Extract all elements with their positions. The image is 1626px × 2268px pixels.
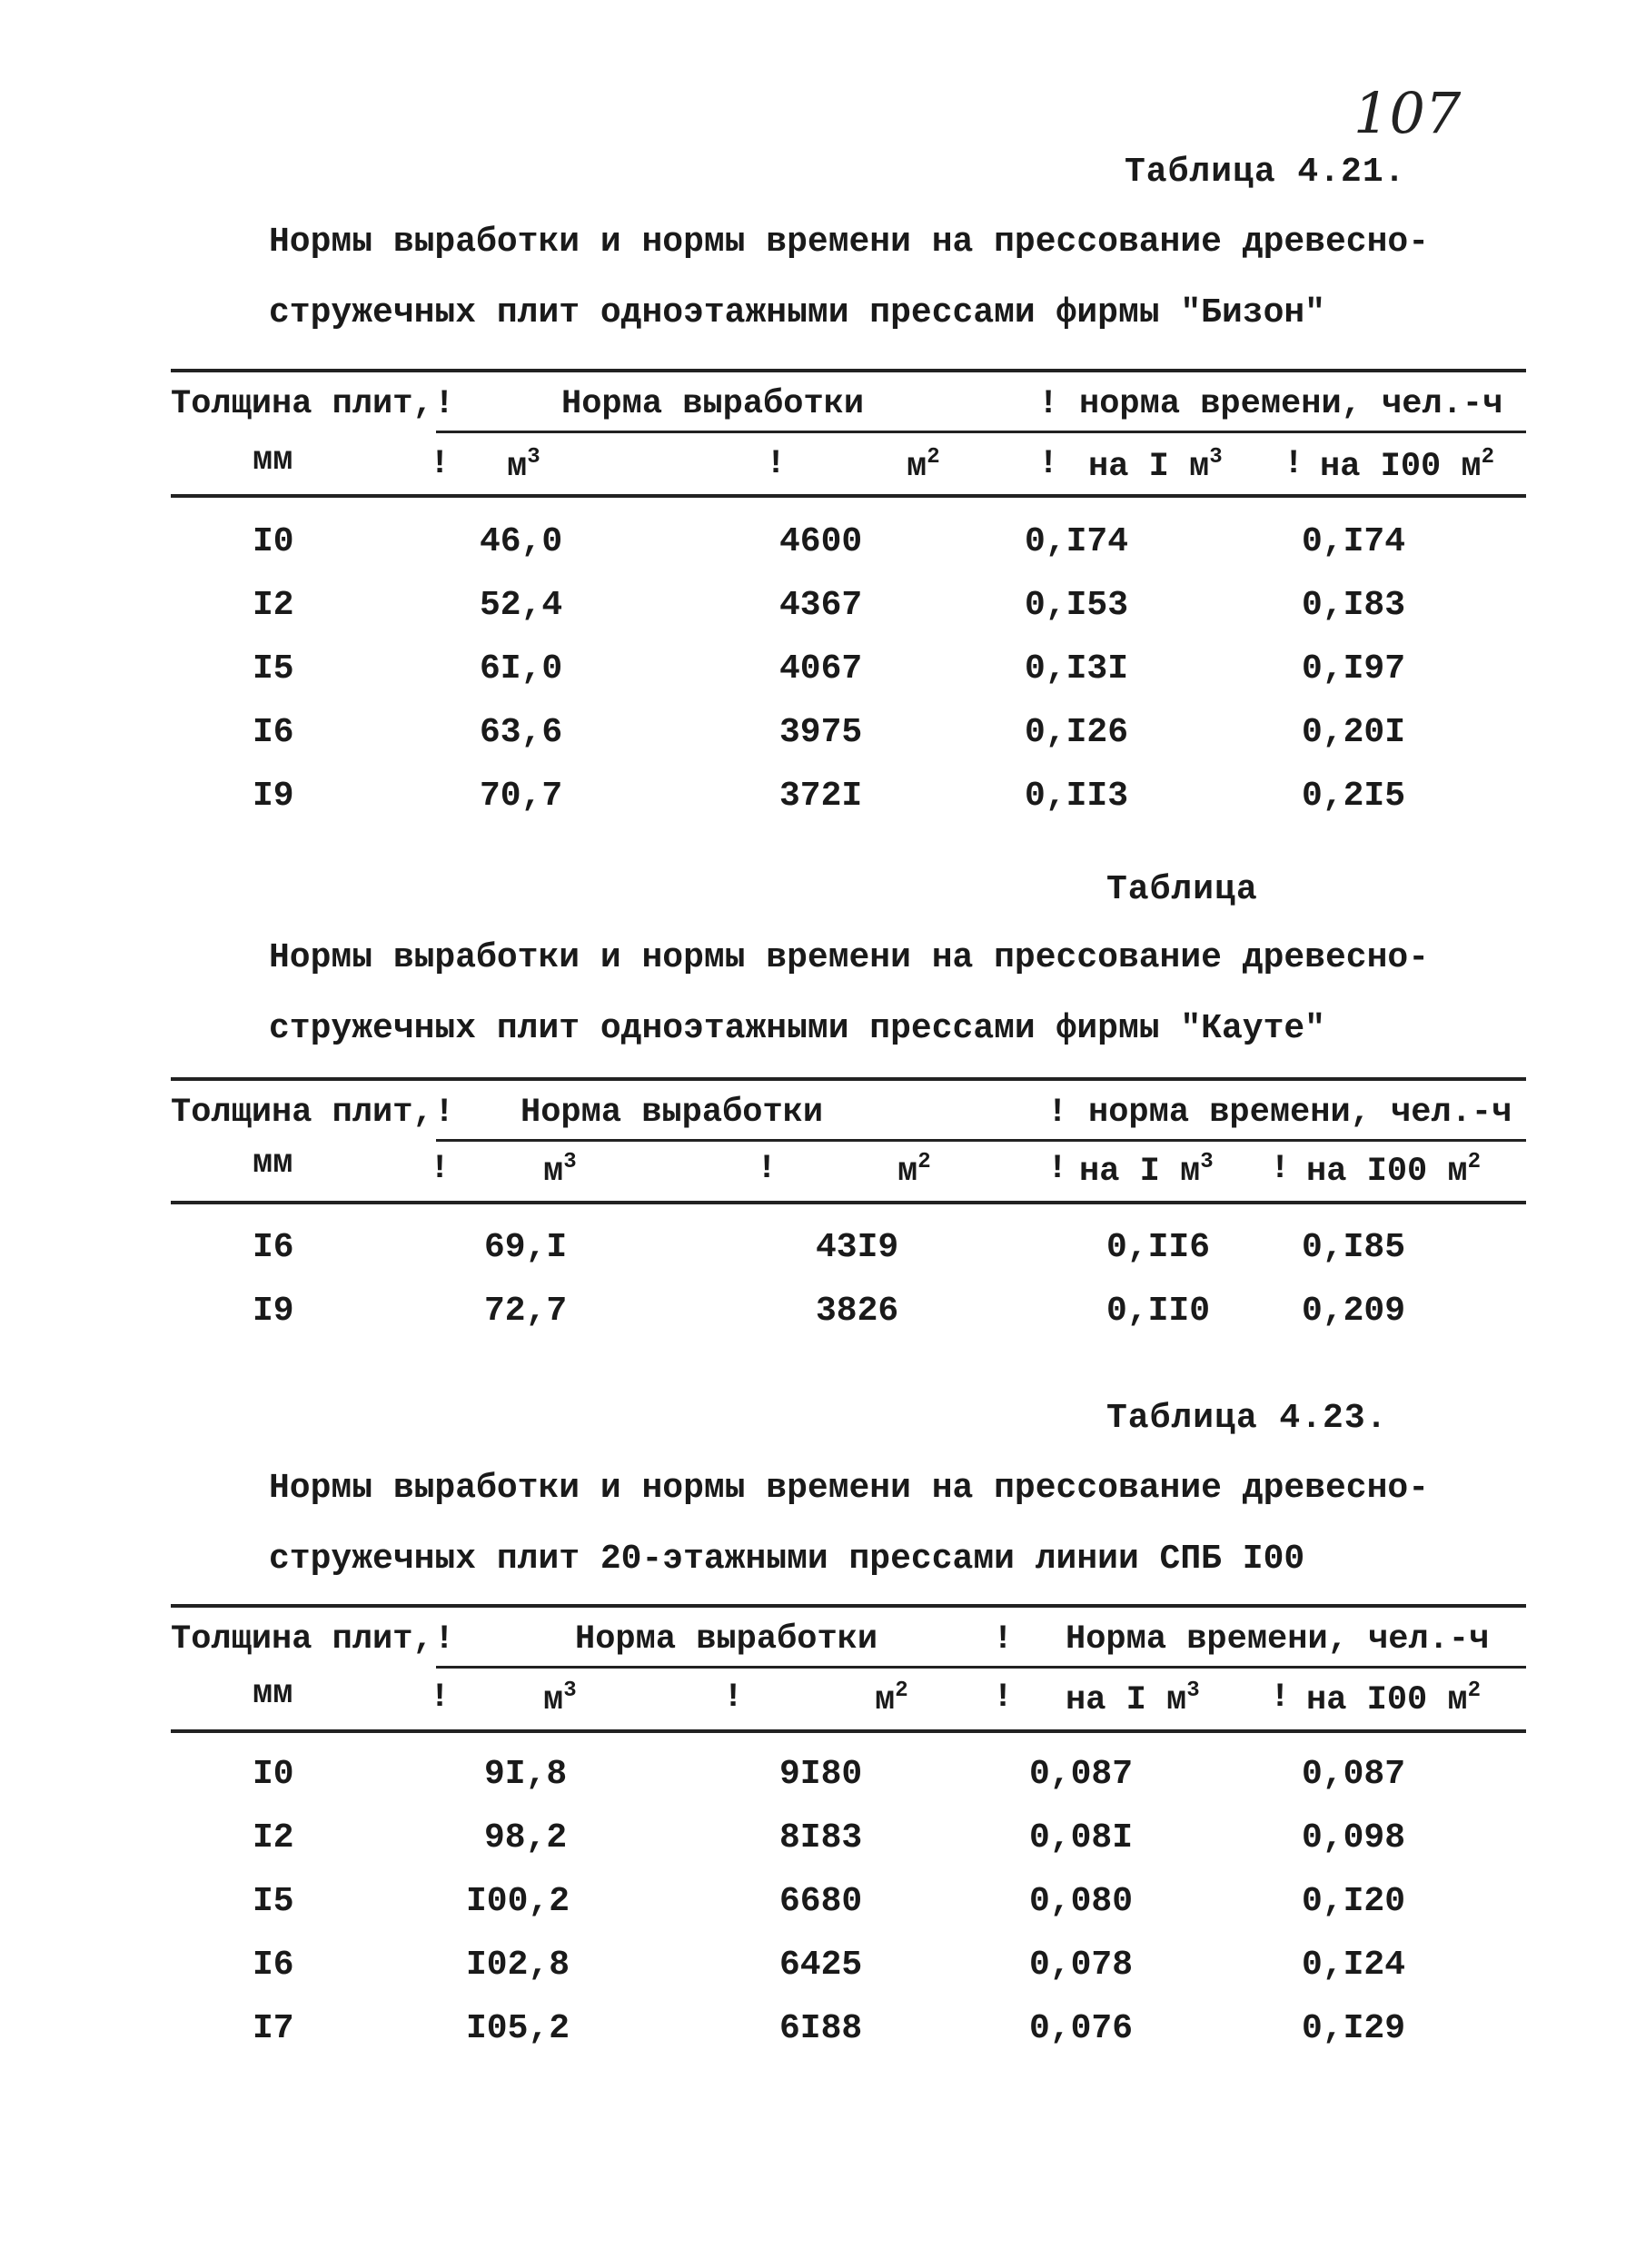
table-3-cell: 0,I24 [1302,1946,1406,1985]
table-1-group-output-header: Норма выработки [561,385,865,423]
table-2-sub-m3-header: $м^3$ [543,1150,577,1191]
table-3 [171,1599,1526,2071]
table-3-cell: 0,I20 [1302,1882,1406,1921]
table-2-cell: 3826 [816,1292,899,1331]
table-1-cell: I9 [253,777,294,816]
table-2-cell: I6 [253,1228,294,1267]
table-1-cell: 0,II3 [1025,777,1129,816]
table-3-top-rule [171,1604,1526,1608]
table-3-cell: 98,2 [484,1818,568,1857]
table-2-col-thickness-unit: мм [253,1144,293,1183]
table-1-cell: 4067 [779,649,863,688]
table-1-sep: ! [1038,445,1059,483]
table-1-cell: 0,I53 [1025,586,1129,625]
table-3-cell: 0,08I [1029,1818,1134,1857]
table-1-cell: 0,I3I [1025,649,1129,688]
table-3-cell: 0,098 [1302,1818,1406,1857]
table-1-sub-per-100m2-header: на I00 $м^2$ [1320,445,1495,486]
table-3-sep: ! [434,1620,455,1659]
table-2-sub-m2-header: $м^2$ [897,1150,931,1191]
table-3-cell: I05,2 [466,2009,570,2048]
table-3-sub-per-m3-header: на I $м^3$ [1066,1679,1200,1719]
table-1-label: Таблица 4.21. [1125,153,1406,192]
table-1-col-thickness-unit: мм [253,441,293,480]
table-2-cell: 0,209 [1302,1292,1406,1331]
table-3-cell: 0,087 [1302,1755,1406,1794]
table-3-group-time-header: Норма времени, чел.-ч [1066,1620,1490,1659]
table-1-cell: I2 [253,586,294,625]
table-2-sep: ! [434,1094,455,1132]
table-1-caption-line-1: Нормы выработки и нормы времени на прессование древесно- [269,223,1430,262]
table-1-sep: ! [766,445,787,483]
table-3-col-thickness-unit: мм [253,1675,293,1713]
table-1-cell: 4600 [779,522,863,561]
table-3-cell: 0,080 [1029,1882,1134,1921]
table-2-caption-line-2: стружечных плит одноэтажными прессами фирмы "Кауте" [269,1009,1325,1048]
table-3-cell: I2 [253,1818,294,1857]
table-2-group-output-header: Норма выработки [521,1094,824,1132]
table-1-sep: ! [1038,385,1059,423]
table-2-caption [269,923,1450,1065]
table-2-group-time-header: норма времени, чел.-ч [1088,1094,1512,1132]
table-3-sep: ! [993,1620,1014,1659]
table-2-sep: ! [1047,1150,1068,1188]
table-1-col-thickness-header: Толщина плит, [171,385,433,423]
table-2-sep: ! [430,1150,451,1188]
table-3-cell: I02,8 [466,1946,570,1985]
table-3-cell: 9I80 [779,1755,863,1794]
table-1-cell: 372I [779,777,863,816]
table-3-group-output-header: Норма выработки [575,1620,878,1659]
table-3-caption-line-2: стружечных плит 20-этажными прессами линии СПБ I00 [269,1540,1305,1579]
table-1-caption [269,207,1450,349]
table-3-cell: 9I,8 [484,1755,568,1794]
table-3-sub-per-100m2-header: на I00 $м^2$ [1306,1679,1482,1719]
table-1-cell: I0 [253,522,294,561]
table-3-sep: ! [723,1679,744,1717]
table-1-cell: 52,4 [480,586,563,625]
page-number: 107 [1353,80,1462,146]
table-1-cell: 46,0 [480,522,563,561]
table-1-sep: ! [1284,445,1304,483]
table-2-header-rule [171,1201,1526,1204]
table-3-cell: I00,2 [466,1882,570,1921]
table-2-label: Таблица [1106,870,1258,909]
table-1-cell: 4367 [779,586,863,625]
table-1-cell: 3975 [779,713,863,752]
table-2-cell: 72,7 [484,1292,568,1331]
table-3-cell: 6680 [779,1882,863,1921]
table-1-sub-m2-header: $м^2$ [907,445,940,486]
table-1-group-time-header: норма времени, чел.-ч [1079,385,1503,423]
table-2-col-thickness-header: Толщина плит, [171,1094,433,1132]
table-1-cell: 0,I74 [1302,522,1406,561]
table-2-sep: ! [1270,1150,1291,1188]
table-1-sub-m3-header: $м^3$ [507,445,540,486]
table-2-sep: ! [1047,1094,1068,1132]
table-2-sep: ! [757,1150,778,1188]
table-3-col-thickness-header: Толщина плит, [171,1620,433,1659]
table-2-cell: I9 [253,1292,294,1331]
table-1-caption-line-2: стружечных плит одноэтажными прессами фирмы "Бизон" [269,293,1325,332]
table-2-group-rule [436,1139,1526,1142]
table-1-cell: 0,20I [1302,713,1406,752]
table-3-caption [269,1453,1450,1595]
table-2-cell: 69,I [484,1228,568,1267]
table-2 [171,1072,1526,1362]
table-2-top-rule [171,1077,1526,1081]
table-3-cell: 8I83 [779,1818,863,1857]
table-1-group-rule [436,431,1526,433]
table-2-cell: 0,I85 [1302,1228,1406,1267]
table-2-cell: 0,II6 [1106,1228,1211,1267]
table-3-cell: 6425 [779,1946,863,1985]
table-3-label: Таблица 4.23. [1106,1399,1388,1438]
table-3-caption-line-1: Нормы выработки и нормы времени на прессование древесно- [269,1469,1430,1508]
table-3-sep: ! [1270,1679,1291,1717]
table-1-header-rule [171,494,1526,498]
table-3-cell: I6 [253,1946,294,1985]
table-1-cell: 0,2I5 [1302,777,1406,816]
table-3-sub-m2-header: $м^2$ [875,1679,908,1719]
table-1-cell: 0,I74 [1025,522,1129,561]
table-2-cell: 0,II0 [1106,1292,1211,1331]
table-2-caption-line-1: Нормы выработки и нормы времени на прессование древесно- [269,938,1430,977]
table-2-sub-per-m3-header: на I $м^3$ [1079,1150,1214,1191]
table-1-cell: 6I,0 [480,649,563,688]
table-3-sep: ! [430,1679,451,1717]
table-3-sep: ! [993,1679,1014,1717]
table-3-cell: I0 [253,1755,294,1794]
table-1-sep: ! [430,445,451,483]
table-3-header-rule [171,1729,1526,1733]
table-1-cell: I5 [253,649,294,688]
table-1-cell: 70,7 [480,777,563,816]
table-1-sub-per-m3-header: на I $м^3$ [1088,445,1223,486]
table-3-cell: I7 [253,2009,294,2048]
table-3-cell: 0,076 [1029,2009,1134,2048]
table-1-cell: 63,6 [480,713,563,752]
table-1-top-rule [171,369,1526,372]
table-3-group-rule [436,1666,1526,1669]
table-3-cell: 0,078 [1029,1946,1134,1985]
table-1 [171,363,1526,836]
table-1-cell: 0,I26 [1025,713,1129,752]
table-1-sep: ! [434,385,455,423]
table-3-cell: 6I88 [779,2009,863,2048]
table-3-cell: 0,087 [1029,1755,1134,1794]
table-2-sub-per-100m2-header: на I00 $м^2$ [1306,1150,1482,1191]
table-3-sub-m3-header: $м^3$ [543,1679,577,1719]
table-1-cell: 0,I97 [1302,649,1406,688]
table-3-cell: 0,I29 [1302,2009,1406,2048]
table-2-cell: 43I9 [816,1228,899,1267]
table-1-cell: I6 [253,713,294,752]
table-3-cell: I5 [253,1882,294,1921]
table-1-cell: 0,I83 [1302,586,1406,625]
